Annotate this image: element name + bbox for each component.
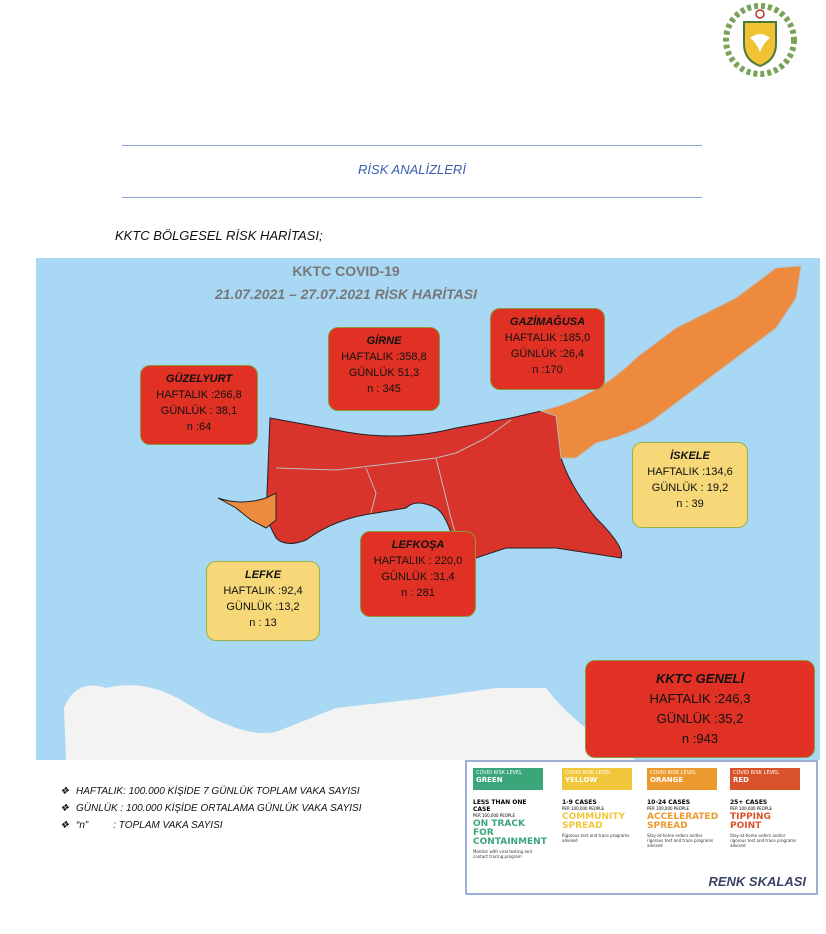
lefke-region: [218, 493, 276, 528]
color-scale: [465, 760, 818, 895]
state-emblem-icon: [720, 0, 800, 80]
region-callout-lefke: LEFKE HAFTALIK :92,4 GÜNLÜK :13,2 n : 13: [206, 561, 320, 641]
map-subtitle: 21.07.2021 – 27.07.2021 RİSK HARİTASI: [214, 286, 477, 302]
legend-item: ❖ “n” : TOPLAM VAKA SAYISI: [60, 820, 223, 831]
risk-map: [36, 258, 820, 760]
legend-item: ❖ GÜNLÜK : 100.000 KİŞİDE ORTALAMA GÜNLÜK VAKA SAYISI: [60, 803, 362, 814]
scale-green: COVID RISK LEVEL GREEN LESS THAN ONE CASE PER 100,000 PEOPLE ON TRACK FOR CONTAINMENT Monitor with viral testing and contact tracing program: [473, 770, 547, 859]
subheading: KKTC BÖLGESEL RİSK HARİTASI;: [115, 228, 323, 243]
divider-bottom: [122, 197, 702, 198]
legend-notes: [60, 783, 361, 834]
legend-item: ❖ HAFTALIK: 100.000 KİŞİDE 7 GÜNLÜK TOPLAM VAKA SAYISI: [60, 786, 360, 797]
region-callout-gazimagusa: GAZİMAĞUSA HAFTALIK :185,0 GÜNLÜK :26,4 n :170: [490, 308, 605, 390]
section-title: RİSK ANALİZLERİ: [358, 162, 466, 177]
scale-yellow: COVID RISK LEVEL YELLOW 1-9 CASES PER 100,000 PEOPLE COMMUNITY SPREAD Rigorous test and trace programs advised: [562, 768, 632, 843]
region-callout-iskele: İSKELE HAFTALIK :134,6 GÜNLÜK : 19,2 n : 39: [632, 442, 748, 528]
region-callout-lefkosa: LEFKOŞA HAFTALIK : 220,0 GÜNLÜK :31,4 n : 281: [360, 531, 476, 617]
map-title: KKTC COVID-19: [292, 263, 400, 279]
scale-red: COVID RISK LEVEL RED 25+ CASES PER 100,000 PEOPLE TIPPING POINT Stay-at-home orders and/or rigorous test and trace programs advised: [730, 768, 800, 848]
scale-title: RENK SKALASI: [708, 874, 806, 889]
south-region: [64, 685, 636, 760]
divider-top: [122, 145, 702, 146]
region-callout-guzelyurt: GÜZELYURT HAFTALIK :266,8 GÜNLÜK : 38,1 n :64: [140, 365, 258, 445]
total-callout-kktc: KKTC GENELİ HAFTALIK :246,3 GÜNLÜK :35,2 n :943: [585, 660, 815, 758]
region-callout-girne: GİRNE HAFTALIK :358,8 GÜNLÜK 51,3 n : 345: [328, 327, 440, 411]
scale-orange: COVID RISK LEVEL ORANGE 10-24 CASES PER 100,000 PEOPLE ACCELERATED SPREAD Stay-at-home orders and/or rigorous test and trace programs advised: [647, 770, 719, 848]
